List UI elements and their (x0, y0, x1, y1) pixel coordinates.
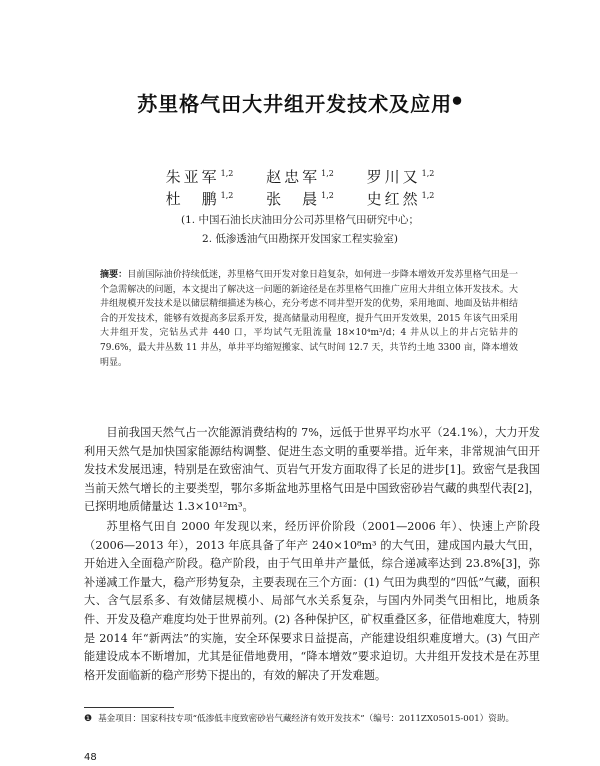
author-row-2 (0, 188, 600, 209)
affiliation: (1. 中国石油长庆油田分公司苏里格气田研究中心； (181, 214, 419, 226)
author: 史红然$^{1,2}$ (366, 190, 435, 208)
author: 张 晨$^{1,2}$ (266, 190, 334, 208)
body-text (84, 424, 540, 686)
footnote-mark: ❶ (84, 714, 93, 724)
author: 杜 鹏$^{1,2}$ (165, 190, 234, 208)
paper-title: 苏里格气田大井组开发技术及应用● (137, 92, 463, 116)
footnote-divider (84, 707, 174, 708)
author: 罗川又$^{1,2}$ (366, 168, 435, 186)
footnote-text: 基金项目：国家科技专项“低渗低丰度致密砂岩气藏经济有效开发技术”（编号：2011ZX05015-001）资助。 (98, 714, 515, 724)
abstract-text: 目前国际油价持续低迷，苏里格气田开发对象日趋复杂，如何进一步降本增效开发苏里格气田是一个急需解决的问题，本文提出了解决这一问题的新途径是在苏里格气田推广应用大井组立体开发技术。大井组规模开发技术是以储层精细描述为核心，充分考虑不同井型开发的优势，采用地面、地面及钻井相结合的开发技术，能够有效提高多层系开发，提高储量动用程度，提升气田开发效果，2015 年该气田采用大井组开发，完钻丛式井 440 口，平均试气无阻流量 18×10⁴m³/d；4 井从以上的井占完钻井的 79.6%，最大井丛数 11 井丛，单井平均缩短搬家、试气时间 12.7 天，共节约土地 3300 亩，降本增效明显。 (100, 270, 518, 368)
title-footnote-mark: ● (452, 93, 463, 107)
body-paragraph: 苏里格气田自 2000 年发现以来，经历评价阶段（2001—2006 年）、快速上产阶段（2006—2013 年），2013 年底具备了年产 240×10⁸m³ 的大气田，建成国内最大气田，开始进入全面稳产阶段。稳产阶段，由于气田单井产量低，综合递减率达到 23.8%[3]，弥补递减工作量大，稳产形势复杂，主要表现在三个方面：(1) 气田为典型的“四低”气藏，面积大、含气层系多、有效储层规模小、局部气水关系复杂，与国内外同类气田相比，地质条件、开发及稳产难度均处于世界前列。(2) 各种保护区，矿权重叠区多，征借地难度大，特别是 2014 年“新两法”的实施，安全环保要求日益提高，产能建设组织难度增大。(3) 气田产能建设成本不断增加，尤其是征借地费用，“降本增效”要求迫切。大井组开发技术是在苏里格开发面临新的稳产形势下提出的，有效的解决了开发难题。 (84, 519, 540, 682)
author-row-1 (0, 166, 600, 187)
affiliation: 2. 低渗透油气田勘探开发国家工程实验室) (202, 233, 398, 245)
body-paragraph: 目前我国天然气占一次能源消费结构的 7%，远低于世界平均水平（24.1%），大力开发利用天然气是加快国家能源结构调整、促进生态文明的重要举措。近年来，非常规油气田开发技术发展迅速，特别是在致密油气、页岩气开发方面取得了长足的进步[1]。致密气是我国当前天然气增长的主要类型，鄂尔多斯盆地苏里格气田是中国致密砂岩气藏的典型代表[2]，已探明地质储量达 1.3×10¹²m³。 (84, 426, 540, 514)
author: 赵忠军$^{1,2}$ (266, 168, 334, 186)
abstract (100, 268, 518, 370)
author: 朱亚军$^{1,2}$ (165, 168, 234, 186)
abstract-label: 摘要： (100, 270, 128, 280)
page-number: 48 (84, 752, 97, 763)
footnote (84, 712, 540, 726)
